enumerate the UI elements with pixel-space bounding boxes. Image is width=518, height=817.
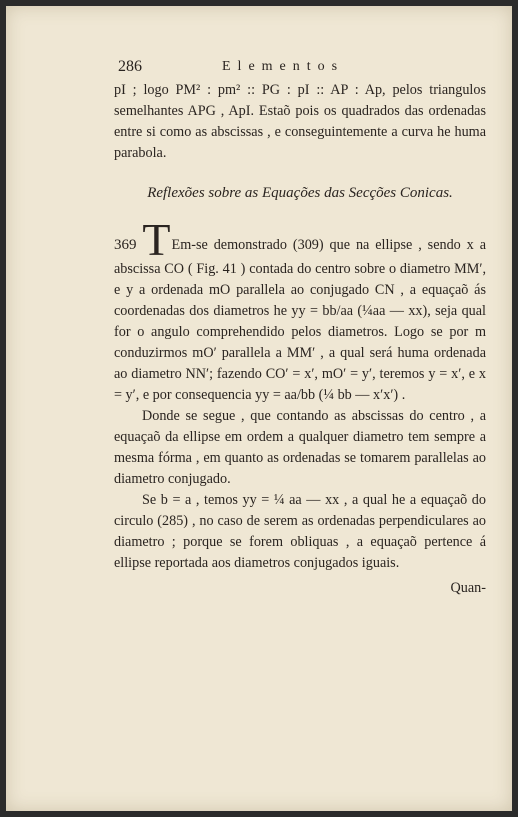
paragraph-se: Se b = a , temos yy = ¼ aa — xx , a qual he a equaçaõ do circulo (285) , no caso de serem as ordenadas perpendiculares ao diametro ; porque se forem obliquas , a equaçaõ pertence á ellipse reportada aos diametros conjugados iguais. [114, 492, 486, 571]
catchword: Quan- [450, 580, 486, 596]
intro-paragraph: pI ; logo PM² : pm² :: PG : pI :: AP : Ap, pelos triangulos semelhantes APG , ApI. Estaõ pois os quadrados das ordenadas entre si como as abscissas , e conseguintemente a curva he huma parabola. [114, 82, 486, 161]
running-head: Elementos [222, 59, 345, 74]
page-header [114, 56, 486, 78]
paragraph-donde: Donde se segue , que contando as abscissas do centro , a equaçaõ da ellipse em ordem a qualquer diametro tem sempre a mesma fórma , em quanto as ordenadas se tomarem parallelas ao diametro conjugado. [114, 408, 486, 487]
paragraph-369 [114, 214, 486, 406]
book-page [6, 6, 512, 811]
section-number: 369 [114, 237, 137, 253]
paragraph-369-text: Em-se demonstrado (309) que na ellipse , sendo x a abscissa CO ( Fig. 41 ) contada do centro sobre o diametro MM′, e y a ordenada mO parallela ao conjugado CN , a equaçaõ ás coordenadas dos diametros he yy = bb/aa (¼aa — xx), seja qual for o angulo comprehendido pelos diametros. Logo se por m conduzirmos mO′ parallela a MM′ , a qual será huma ordenada ao diametro NN′; fazendo CO′ = x′, mO′ = y′, teremos y = x′, e x = y′, e por consequencia yy = aa/bb (¼ bb — x′x′) . [114, 237, 486, 403]
page-number: 286 [118, 58, 142, 75]
section-title: Reflexões sobre as Equações das Secções Conicas. [147, 185, 453, 201]
drop-cap: T [142, 214, 171, 265]
page-content [114, 56, 486, 599]
